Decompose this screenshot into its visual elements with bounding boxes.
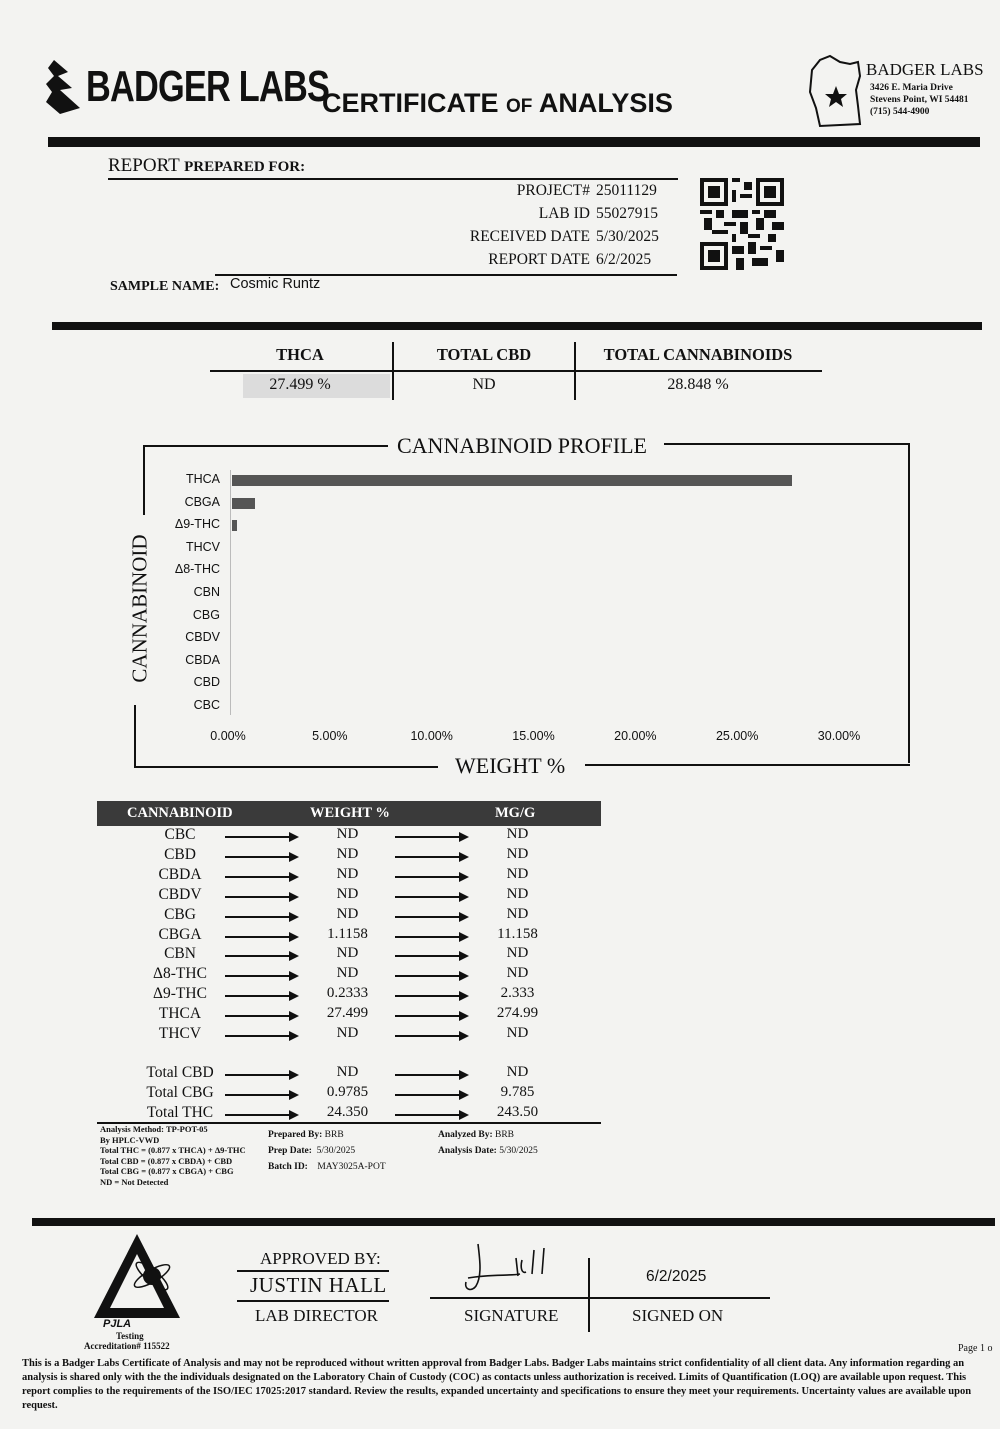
footer-rule <box>32 1218 995 1226</box>
row-mgg: 11.158 <box>497 925 538 942</box>
summary-cbd-label: TOTAL CBD <box>436 345 532 364</box>
signature-rule <box>430 1297 770 1299</box>
chart-x-tick-label: 25.00% <box>715 729 759 743</box>
signature-divider <box>588 1258 590 1332</box>
page-indicator: Page 1 o <box>958 1343 993 1354</box>
table-row <box>0 906 620 926</box>
received-date-value: 5/30/2025 <box>596 228 659 245</box>
approved-rule-2 <box>237 1300 389 1302</box>
row-mgg: ND <box>506 1025 529 1041</box>
row-arrow-1 <box>225 916 297 918</box>
row-arrow-2 <box>395 876 467 878</box>
row-arrow-1 <box>225 1094 297 1096</box>
row-mgg: ND <box>506 885 529 902</box>
qr-code-icon <box>700 178 784 270</box>
table-row <box>0 846 620 866</box>
row-cannabinoid: Δ8-THC <box>153 965 207 983</box>
row-arrow-2 <box>395 856 467 858</box>
row-cannabinoid: CBN <box>164 945 196 963</box>
row-mgg: ND <box>506 845 529 862</box>
table-row <box>0 886 620 906</box>
row-weight: ND <box>336 885 359 902</box>
analysis-notes <box>438 1127 538 1159</box>
chart-category-label: CBD <box>193 675 220 690</box>
summary-thca-value: 27.499 % <box>269 376 331 393</box>
batch-id-value: MAY3025A-POT <box>317 1162 386 1172</box>
row-mgg: 9.785 <box>500 1083 535 1100</box>
row-mgg: ND <box>506 826 529 842</box>
table-row <box>0 985 620 1005</box>
row-arrow-1 <box>225 836 297 838</box>
formula-total-thc: Total THC = (0.877 x THCA) + Δ9-THC <box>100 1145 246 1155</box>
summary-divider-2 <box>574 342 576 400</box>
summary-total-value: 28.848 % <box>667 376 729 393</box>
chart-bar <box>232 498 255 509</box>
prepared-by-label: Prepared By: <box>268 1130 323 1140</box>
row-arrow-1 <box>225 1015 297 1017</box>
chart-category-label: CBDA <box>185 652 220 667</box>
signature-scribble-icon <box>460 1240 570 1298</box>
address-line-2: Stevens Point, WI 54481 <box>870 95 969 105</box>
table-row <box>0 926 620 946</box>
row-arrow-1 <box>225 955 297 957</box>
row-arrow-2 <box>395 975 467 977</box>
method-line-2: By HPLC-VWD <box>100 1134 160 1145</box>
row-mgg: 243.50 <box>496 1103 539 1120</box>
prepared-by-value: BRB <box>324 1130 344 1140</box>
approved-rule-1 <box>237 1270 389 1272</box>
sample-name-label: SAMPLE NAME: <box>110 279 220 294</box>
row-weight: 0.2333 <box>326 985 369 1002</box>
row-arrow-2 <box>395 836 467 838</box>
analyzed-by-value: BRB <box>495 1130 515 1140</box>
chart-title: CANNABINOID PROFILE <box>393 433 651 459</box>
address-line-1: 3426 E. Maria Drive <box>870 83 953 93</box>
col-header-cannabinoid: CANNABINOID <box>127 805 233 821</box>
row-cannabinoid: Total CBG <box>146 1083 214 1101</box>
table-row <box>0 1104 620 1124</box>
row-arrow-2 <box>395 1035 467 1037</box>
analysis-date-value: 5/30/2025 <box>499 1146 538 1156</box>
method-line-1: Analysis Method: TP-POT-05 <box>100 1124 208 1134</box>
nd-definition: ND = Not Detected <box>100 1176 169 1187</box>
row-cannabinoid: Δ9-THC <box>153 985 207 1003</box>
row-weight: ND <box>336 865 359 882</box>
chart-frame-bottom-right <box>585 764 910 766</box>
col-header-weight: WEIGHT % <box>310 805 390 821</box>
row-mgg: ND <box>506 945 529 962</box>
document-title <box>322 88 673 119</box>
report-word: REPORT <box>108 155 180 176</box>
row-mgg: ND <box>506 905 529 922</box>
prep-date-label: Prep Date: <box>268 1146 312 1156</box>
table-row <box>0 866 620 886</box>
summary-cbd-value: ND <box>472 376 496 393</box>
table-row <box>0 945 620 965</box>
row-arrow-2 <box>395 896 467 898</box>
approver-name: JUSTIN HALL <box>250 1273 387 1297</box>
batch-id-label: Batch ID: <box>268 1162 308 1172</box>
table-row <box>0 1084 620 1104</box>
chart-x-tick-label: 30.00% <box>817 729 861 743</box>
table-row <box>0 826 620 846</box>
title-part-analysis: ANALYSIS <box>532 88 673 118</box>
chart-axis-line <box>230 470 231 715</box>
chart-x-tick-label: 10.00% <box>410 729 453 743</box>
row-arrow-2 <box>395 1094 467 1096</box>
accreditation-number: Accreditation# 115522 <box>84 1341 170 1351</box>
row-weight: ND <box>336 945 359 962</box>
chart-category-label: CBG <box>192 607 220 622</box>
chart-frame-top-right <box>664 443 910 445</box>
row-cannabinoid: CBG <box>164 905 196 923</box>
report-label-underline <box>108 178 678 180</box>
row-arrow-2 <box>395 1015 467 1017</box>
row-weight: 0.9785 <box>326 1083 369 1100</box>
disclaimer-text: This is a Badger Labs Certificate of Analysis and may not be reproduced without written approval from Badger Labs. Badger Labs maintains strict confidentiality of all client data. Any information regarding an analysis is shared only with the the individuals designated on the Laboratory Chain of Custody (COC) as contacts unless authorization is received. Limits of Quantification (LOQ) are available upon request. This report complies to the requirements of the ISO/IEC 17025:2017 standard. Review the results, expanded uncertainty and specifications to ensure they meet your requirements. Uncertainty values are available upon request. <box>22 1358 972 1411</box>
pjla-testing: Testing <box>116 1331 144 1341</box>
lab-address <box>870 82 969 118</box>
row-cannabinoid: THCA <box>158 1005 202 1023</box>
row-arrow-2 <box>395 916 467 918</box>
row-cannabinoid: Total THC <box>146 1103 214 1121</box>
row-cannabinoid: CBGA <box>158 925 202 943</box>
row-cannabinoid: CBC <box>164 826 196 843</box>
row-arrow-2 <box>395 995 467 997</box>
chart-category-label: CBGA <box>184 494 220 509</box>
badger-logo-icon <box>44 58 82 116</box>
table-row <box>0 1064 620 1084</box>
row-arrow-1 <box>225 1074 297 1076</box>
summary-thca-label: THCA <box>276 345 324 364</box>
row-mgg: 2.333 <box>500 985 535 1002</box>
summary-total-label: TOTAL CANNABINOIDS <box>603 345 793 364</box>
row-arrow-1 <box>225 1114 297 1116</box>
report-prepared-for-label <box>108 155 305 177</box>
row-mgg: ND <box>506 1064 529 1080</box>
report-date-value: 6/2/2025 <box>596 251 652 268</box>
chart-category-label: Δ9-THC <box>174 517 220 532</box>
wisconsin-map-icon <box>806 52 866 130</box>
row-weight: ND <box>336 845 359 862</box>
sample-name-value: Cosmic Runtz <box>230 276 321 292</box>
row-mgg: 274.99 <box>496 1005 539 1022</box>
row-arrow-1 <box>225 995 297 997</box>
analysis-date-label: Analysis Date: <box>438 1146 497 1156</box>
header-rule <box>48 137 980 147</box>
title-part-certificate: CERTIFICATE <box>322 88 506 118</box>
lab-name: BADGER LABS <box>866 60 984 79</box>
row-arrow-2 <box>395 1074 467 1076</box>
row-weight: ND <box>336 905 359 922</box>
chart-x-axis-title: WEIGHT % <box>455 753 566 778</box>
row-mgg: ND <box>506 865 529 882</box>
prep-notes <box>268 1127 386 1175</box>
approver-title: LAB DIRECTOR <box>255 1306 378 1325</box>
chart-category-label: CBC <box>193 698 220 712</box>
row-weight: ND <box>336 1025 359 1041</box>
analyzed-by-label: Analyzed By: <box>438 1130 493 1140</box>
row-arrow-1 <box>225 896 297 898</box>
signed-on-date: 6/2/2025 <box>646 1268 707 1285</box>
summary-rule <box>210 370 822 372</box>
signed-on-label: SIGNED ON <box>632 1306 724 1325</box>
prep-date-value: 5/30/2025 <box>316 1146 356 1156</box>
row-weight: 24.350 <box>326 1103 369 1120</box>
row-mgg: ND <box>506 965 529 982</box>
chart-frame-top-left <box>143 445 388 447</box>
row-weight: ND <box>336 1064 359 1080</box>
report-date-label: REPORT DATE <box>488 251 590 268</box>
section-rule <box>52 322 982 330</box>
lab-id-value: 55027915 <box>596 205 658 222</box>
chart-category-label: CBN <box>193 585 220 599</box>
signature-label: SIGNATURE <box>464 1306 559 1325</box>
approved-by-label: APPROVED BY: <box>260 1249 381 1268</box>
chart-bar <box>232 475 792 486</box>
row-arrow-1 <box>225 876 297 878</box>
pjla-label: PJLA <box>103 1318 132 1330</box>
chart-category-label: Δ8-THC <box>174 562 220 577</box>
chart-x-tick-label: 15.00% <box>512 729 555 743</box>
chart-x-tick-label: 20.00% <box>614 729 657 743</box>
chart-y-axis-title: CANNABINOID <box>127 534 152 683</box>
formula-total-cbg: Total CBG = (0.877 x CBGA) + CBG <box>100 1166 234 1176</box>
row-arrow-2 <box>395 936 467 938</box>
table-row <box>0 965 620 985</box>
row-arrow-2 <box>395 955 467 957</box>
row-arrow-1 <box>225 856 297 858</box>
brand-name: BADGER LABS <box>86 62 330 111</box>
row-arrow-1 <box>225 1035 297 1037</box>
title-part-of: OF <box>506 96 533 117</box>
chart-frame-bottom-left <box>134 766 438 768</box>
table-row <box>0 1005 620 1025</box>
project-value: 25011129 <box>596 182 657 199</box>
received-date-label: RECEIVED DATE <box>469 228 590 245</box>
chart-x-tick-label: 0.00% <box>210 729 246 743</box>
row-arrow-1 <box>225 936 297 938</box>
lab-id-label: LAB ID <box>538 205 590 222</box>
row-weight: ND <box>336 826 359 842</box>
row-cannabinoid: Total CBD <box>146 1064 214 1081</box>
chart-category-label: THCV <box>185 539 220 554</box>
chart-category-label: THCA <box>185 472 220 486</box>
row-weight: 27.499 <box>326 1005 369 1022</box>
chart-x-tick-label: 5.00% <box>312 729 348 743</box>
row-cannabinoid: CBDV <box>158 885 202 903</box>
row-weight: ND <box>336 965 359 982</box>
formula-total-cbd: Total CBD = (0.877 x CBDA) + CBD <box>100 1155 233 1166</box>
col-header-mgg: MG/G <box>495 805 536 821</box>
pjla-accreditation-logo-icon <box>92 1232 182 1322</box>
row-cannabinoid: CBD <box>164 845 196 863</box>
prepared-for-word: PREPARED FOR: <box>184 159 306 175</box>
project-label: PROJECT# <box>516 182 590 199</box>
chart-category-label: CBDV <box>185 630 220 645</box>
table-row <box>0 1025 620 1045</box>
method-notes <box>100 1124 246 1187</box>
row-weight: 1.1158 <box>327 925 368 942</box>
chart-frame-right <box>908 443 910 763</box>
row-arrow-2 <box>395 1114 467 1116</box>
row-cannabinoid: THCV <box>158 1025 202 1042</box>
chart-bar <box>232 520 237 531</box>
lab-phone: (715) 544-4900 <box>870 107 930 117</box>
row-cannabinoid: CBDA <box>158 865 202 883</box>
row-arrow-1 <box>225 975 297 977</box>
